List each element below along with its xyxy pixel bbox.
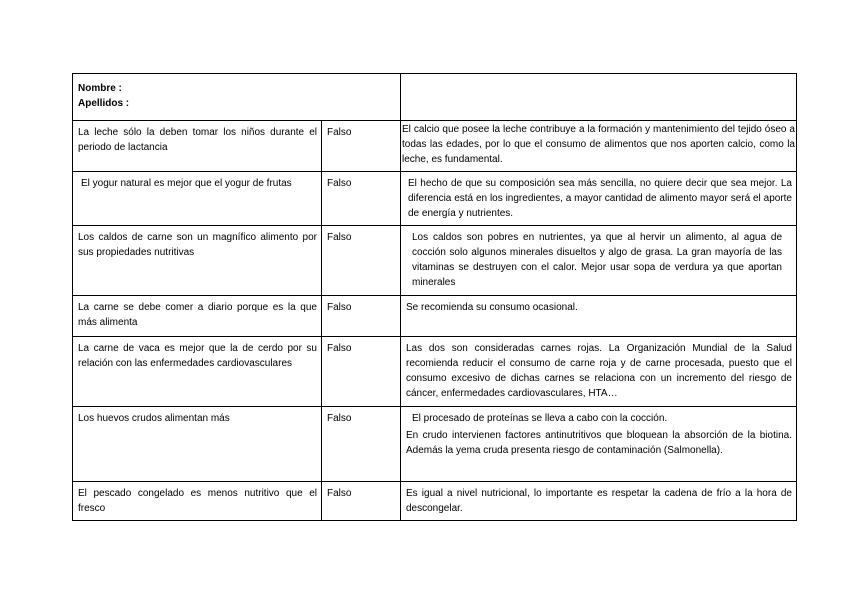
explanation-cell [401, 337, 797, 407]
explanation-text: Se recomienda su consumo ocasional. [406, 302, 578, 313]
name-label: Nombre : [78, 83, 122, 94]
explanation-text: El hecho de que su composición sea más sencilla, no quiere decir que sea mejor. La diferencia está en los ingredientes, a mayor cantidad de alimento mayor será el aporte de energía y nutrientes. [408, 178, 792, 219]
myth-cell: La carne se debe comer a diario porque es la que más alimenta [73, 296, 322, 337]
answer-cell: Falso [322, 226, 401, 296]
table-row [73, 226, 797, 296]
surname-label: Apellidos : [78, 98, 130, 109]
explanation-cell [401, 121, 797, 172]
header-row [73, 74, 797, 121]
answer-cell: Falso [322, 172, 401, 226]
myths-table [72, 73, 797, 521]
answer-cell: Falso [322, 407, 401, 482]
myth-cell: El yogur natural es mejor que el yogur de frutas [73, 172, 322, 226]
myth-cell: La leche sólo la deben tomar los niños durante el periodo de lactancia [73, 121, 322, 172]
table-row [73, 482, 797, 521]
table-row [73, 121, 797, 172]
answer-cell: Falso [322, 337, 401, 407]
myth-cell: Los huevos crudos alimentan más [73, 407, 322, 482]
explanation-text: Es igual a nivel nutricional, lo importante es respetar la cadena de frío a la hora de descongelar. [406, 488, 792, 514]
answer-cell: Falso [322, 296, 401, 337]
myth-cell: La carne de vaca es mejor que la de cerdo por su relación con las enfermedades cardiovasculares [73, 337, 322, 407]
explanation-text: El calcio que posee la leche contribuye a la formación y mantenimiento del tejido óseo a todas las edades, por lo que el consumo de alimentos que nos aporten calcio, como la leche, es fundamental. [402, 124, 795, 165]
answer-cell: Falso [322, 482, 401, 521]
myth-cell: El pescado congelado es menos nutritivo que el fresco [73, 482, 322, 521]
explanation-cell [401, 482, 797, 521]
explanation-cell [401, 407, 797, 482]
answer-cell: Falso [322, 121, 401, 172]
explanation-text: Las dos son consideradas carnes rojas. La Organización Mundial de la Salud recomienda reducir el consumo de carne roja y de carne procesada, puesto que el consumo excesivo de dichas carnes se relaciona con un incremento del riesgo de cáncer, enfermedades cardiovasculares, HTA… [406, 343, 792, 399]
explanation-cell [401, 226, 797, 296]
table-row [73, 337, 797, 407]
explanation-text: En crudo intervienen factores antinutritivos que bloquean la absorción de la biotina. Además la yema cruda presenta riesgo de contaminación (Salmonella). [406, 430, 792, 456]
student-info-cell [73, 74, 401, 121]
table-row [73, 172, 797, 226]
explanation-text: Los caldos son pobres en nutrientes, ya que al hervir un alimento, al agua de cocción solo algunos minerales disueltos y algo de grasa. La gran mayoría de las vitaminas se destruyen con el calor. Mejor usar sopa de verdura ya que aportan minerales [412, 232, 782, 288]
student-info-answer-cell[interactable] [401, 74, 797, 121]
table-row [73, 407, 797, 482]
explanation-cell [401, 172, 797, 226]
explanation-cell [401, 296, 797, 337]
myth-cell: Los caldos de carne son un magnífico alimento por sus propiedades nutritivas [73, 226, 322, 296]
table-row [73, 296, 797, 337]
explanation-text: El procesado de proteínas se lleva a cabo con la cocción. [412, 413, 668, 424]
